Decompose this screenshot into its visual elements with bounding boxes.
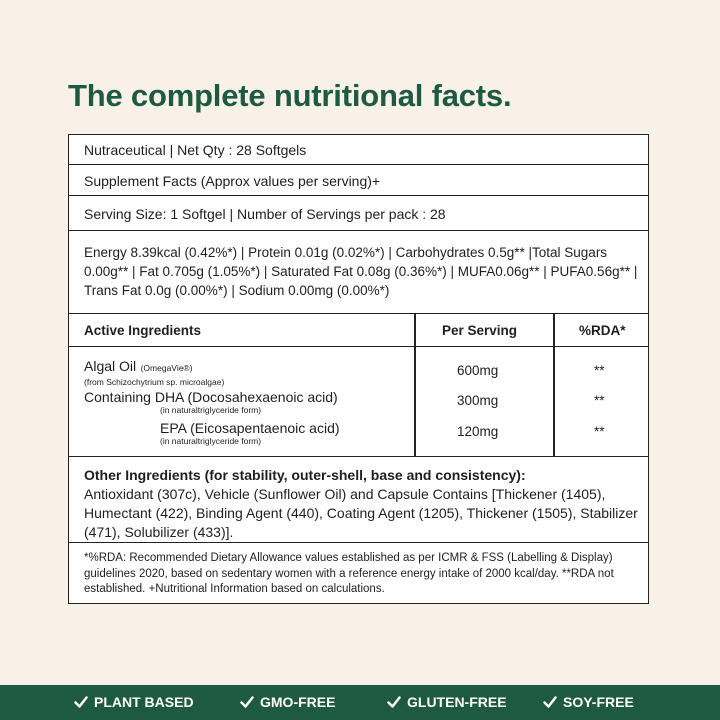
badge-label: GMO-FREE bbox=[260, 694, 336, 710]
ingredient-source: (from Schizochytrium sp. microalgae) bbox=[84, 377, 225, 387]
ingredient-form: (in naturaltriglyceride form) bbox=[160, 436, 262, 446]
rda-dha: ** bbox=[594, 393, 605, 408]
supplement-text: Supplement Facts (Approx values per serving)+ bbox=[84, 173, 381, 189]
ingredient-dha bbox=[84, 389, 338, 415]
badge-label: GLUTEN-FREE bbox=[407, 694, 507, 710]
check-icon bbox=[240, 695, 254, 709]
column-divider bbox=[414, 314, 416, 346]
page-title: The complete nutritional facts. bbox=[68, 78, 512, 113]
column-divider bbox=[553, 347, 555, 456]
nutrition-row bbox=[69, 231, 648, 314]
other-ingredients-text: Antioxidant (307c), Vehicle (Sunflower Oil) and Capsule Contains [Thickener (1405), Humectant (422), Binding Agent (440), Coating Agent (1205), Thickener (1505), Stabilizer (471), Solubilizer (433)]. bbox=[84, 486, 638, 540]
feature-badge-bar bbox=[0, 685, 720, 720]
meta-text: Nutraceutical | Net Qty : 28 Softgels bbox=[84, 142, 307, 158]
ingredient-brand-note: (OmegaVie®) bbox=[140, 363, 193, 373]
nutrition-text: Energy 8.39kcal (0.42%*) | Protein 0.01g (0.02%*) | Carbohydrates 0.5g** |Total Sugars 0.00g** | Fat 0.705g (1.05%*) | Saturated Fat 0.08g (0.36%*) | MUFA0.06g** | PUFA0.56g** | Trans Fat 0.0g (0.00%*) | Sodium 0.00mg (0.00%*) bbox=[84, 245, 638, 298]
badge-gmo-free bbox=[240, 694, 335, 710]
check-icon bbox=[74, 695, 88, 709]
ingredient-algal-oil bbox=[84, 358, 224, 387]
column-divider bbox=[553, 314, 555, 346]
header-active-ingredients: Active Ingredients bbox=[84, 323, 202, 338]
ingredients-body-row bbox=[69, 347, 648, 457]
supplement-row bbox=[69, 165, 648, 196]
badge-label: SOY-FREE bbox=[563, 694, 634, 710]
other-ingredients-row bbox=[69, 457, 648, 543]
footnote: *%RDA: Recommended Dietary Allowance values established as per ICMR & FSS (Labelling & Display) guidelines 2020, based on sedentary women with a reference energy intake of 2000 kcal/day. **RDA not established. +Nutritional Information based on calculations. bbox=[84, 552, 614, 595]
ingredient-name: Algal Oil bbox=[84, 358, 137, 374]
meta-row bbox=[69, 135, 648, 165]
ingredient-name: EPA (Eicosapentaenoic acid) bbox=[160, 420, 340, 436]
rda-algal-oil: ** bbox=[594, 363, 605, 378]
serving-row bbox=[69, 196, 648, 231]
serving-text: Serving Size: 1 Softgel | Number of Servings per pack : 28 bbox=[84, 206, 446, 222]
other-ingredients-title: Other Ingredients (for stability, outer-shell, base and consistency): bbox=[84, 467, 526, 483]
header-rda: %RDA* bbox=[579, 323, 626, 338]
nutrition-facts-table bbox=[68, 134, 649, 604]
amount-epa: 120mg bbox=[457, 424, 499, 439]
ingredients-header-row bbox=[69, 314, 648, 347]
ingredient-name: Containing DHA (Docosahexaenoic acid) bbox=[84, 389, 338, 405]
ingredient-epa bbox=[160, 420, 340, 446]
amount-algal-oil: 600mg bbox=[457, 363, 499, 378]
rda-epa: ** bbox=[594, 424, 605, 439]
check-icon bbox=[387, 695, 401, 709]
badge-gluten-free bbox=[387, 694, 507, 710]
check-icon bbox=[543, 695, 557, 709]
badge-plant-based bbox=[74, 694, 194, 710]
badge-soy-free bbox=[543, 694, 634, 710]
ingredient-form: (in naturaltriglyceride form) bbox=[160, 405, 262, 415]
badge-label: PLANT BASED bbox=[94, 694, 194, 710]
column-divider bbox=[414, 347, 416, 456]
amount-dha: 300mg bbox=[457, 393, 499, 408]
header-per-serving: Per Serving bbox=[442, 323, 518, 338]
